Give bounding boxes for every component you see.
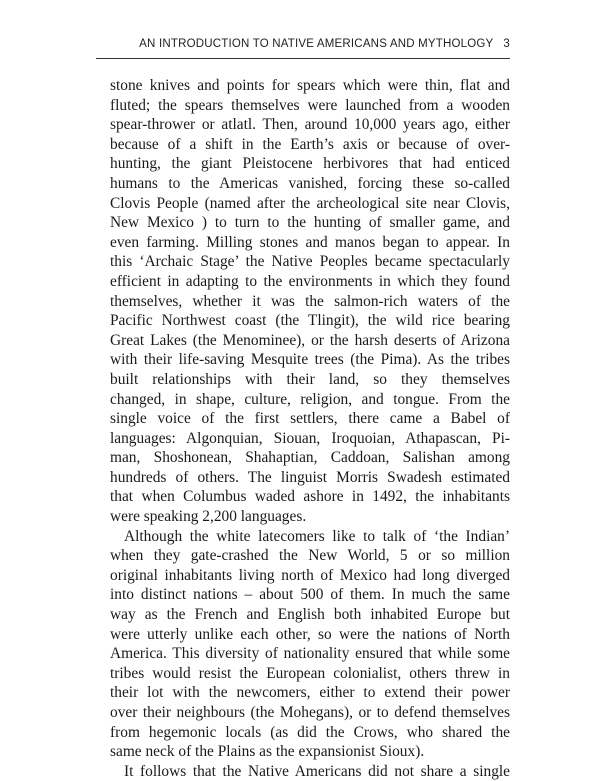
text-line: Although the white latecomers like to talk of ‘the Indian’ [124, 527, 510, 545]
text-line: It follows that the Native Americans did not share a single [124, 762, 510, 780]
text-line: Clovis People (named after the archeological site near Clovis, [110, 194, 510, 212]
running-head-title: AN INTRODUCTION TO NATIVE AMERICANS AND MYTHOLOGY [139, 38, 494, 50]
text-line: tribes would resist the European colonialist, others threw in [110, 664, 510, 682]
paragraph [110, 527, 510, 762]
text-line: hundreds of others. The linguist Morris Swadesh estimated [110, 468, 510, 486]
text-line: languages: Algonquian, Siouan, Iroquoian, Athapascan, Pi- [110, 429, 510, 447]
text-line: original inhabitants living north of Mexico had long diverged [110, 566, 510, 584]
paragraph [110, 76, 510, 527]
text-line: were utterly unlike each other, so were the nations of North [110, 625, 510, 643]
text-line: Pacific Northwest coast (the Tlingit), the wild rice bearing [110, 312, 510, 330]
text-line: single voice of the first settlers, there came a Babel of [110, 410, 510, 428]
text-line: were speaking 2,200 languages. [110, 508, 307, 526]
text-line: humans to the Americas vanished, forcing these so-called [110, 174, 510, 192]
text-line: into distinct nations – about 500 of them. In much the same [110, 586, 510, 604]
text-line: this ‘Archaic Stage’ the Native Peoples became spectacularly [110, 253, 510, 271]
text-line: man, Shoshonean, Shahaptian, Caddoan, Salishan among [110, 449, 510, 467]
text-line: spear-thrower or atlatl. Then, around 10,000 years ago, either [110, 116, 510, 134]
body-text [110, 76, 510, 781]
text-line: changed, in shape, culture, religion, and tongue. From the [110, 390, 510, 408]
text-line: fluted; the spears themselves were launched from a wooden [110, 96, 510, 114]
text-line: that when Columbus waded ashore in 1492, the inhabitants [110, 488, 510, 506]
text-line: Great Lakes (the Menominee), or the harsh deserts of Arizona [110, 331, 510, 349]
text-line: with their life-saving Mesquite trees (the Pima). As the tribes [110, 351, 510, 369]
text-line: when they gate-crashed the New World, 5 or so million [110, 547, 510, 565]
paragraph [110, 762, 510, 781]
text-line: efficient in adapting to the environments in which they found [110, 272, 510, 290]
text-line: built relationships with their land, so they themselves [110, 370, 510, 388]
page-number: 3 [503, 38, 510, 50]
text-line: even farming. Milling stones and manos began to appear. In [110, 233, 510, 251]
text-line: because of a shift in the Earth’s axis or because of over- [110, 135, 510, 153]
text-line: stone knives and points for spears which were thin, flat and [110, 77, 510, 94]
text-line: America. This diversity of nationality ensured that while some [110, 645, 510, 663]
text-line: over their neighbours (the Mohegans), or to defend themselves [110, 704, 510, 721]
text-line: way as the French and English both inhabited Europe but [110, 606, 510, 624]
text-line: New Mexico ) to turn to the hunting of smaller game, and [110, 214, 510, 232]
text-line: same neck of the Plains as the expansionist Sioux). [110, 743, 425, 761]
text-line: themselves, whether it was the salmon-rich waters of the [110, 292, 510, 310]
text-line: their lot with the newcomers, either to extend their power [110, 684, 510, 702]
running-head [139, 38, 510, 50]
text-line: hunting, the giant Pleistocene herbivores that had enticed [110, 155, 510, 173]
header-rule [96, 58, 510, 59]
text-line: from hegemonic locals (as did the Crows, who shared the [110, 723, 510, 741]
